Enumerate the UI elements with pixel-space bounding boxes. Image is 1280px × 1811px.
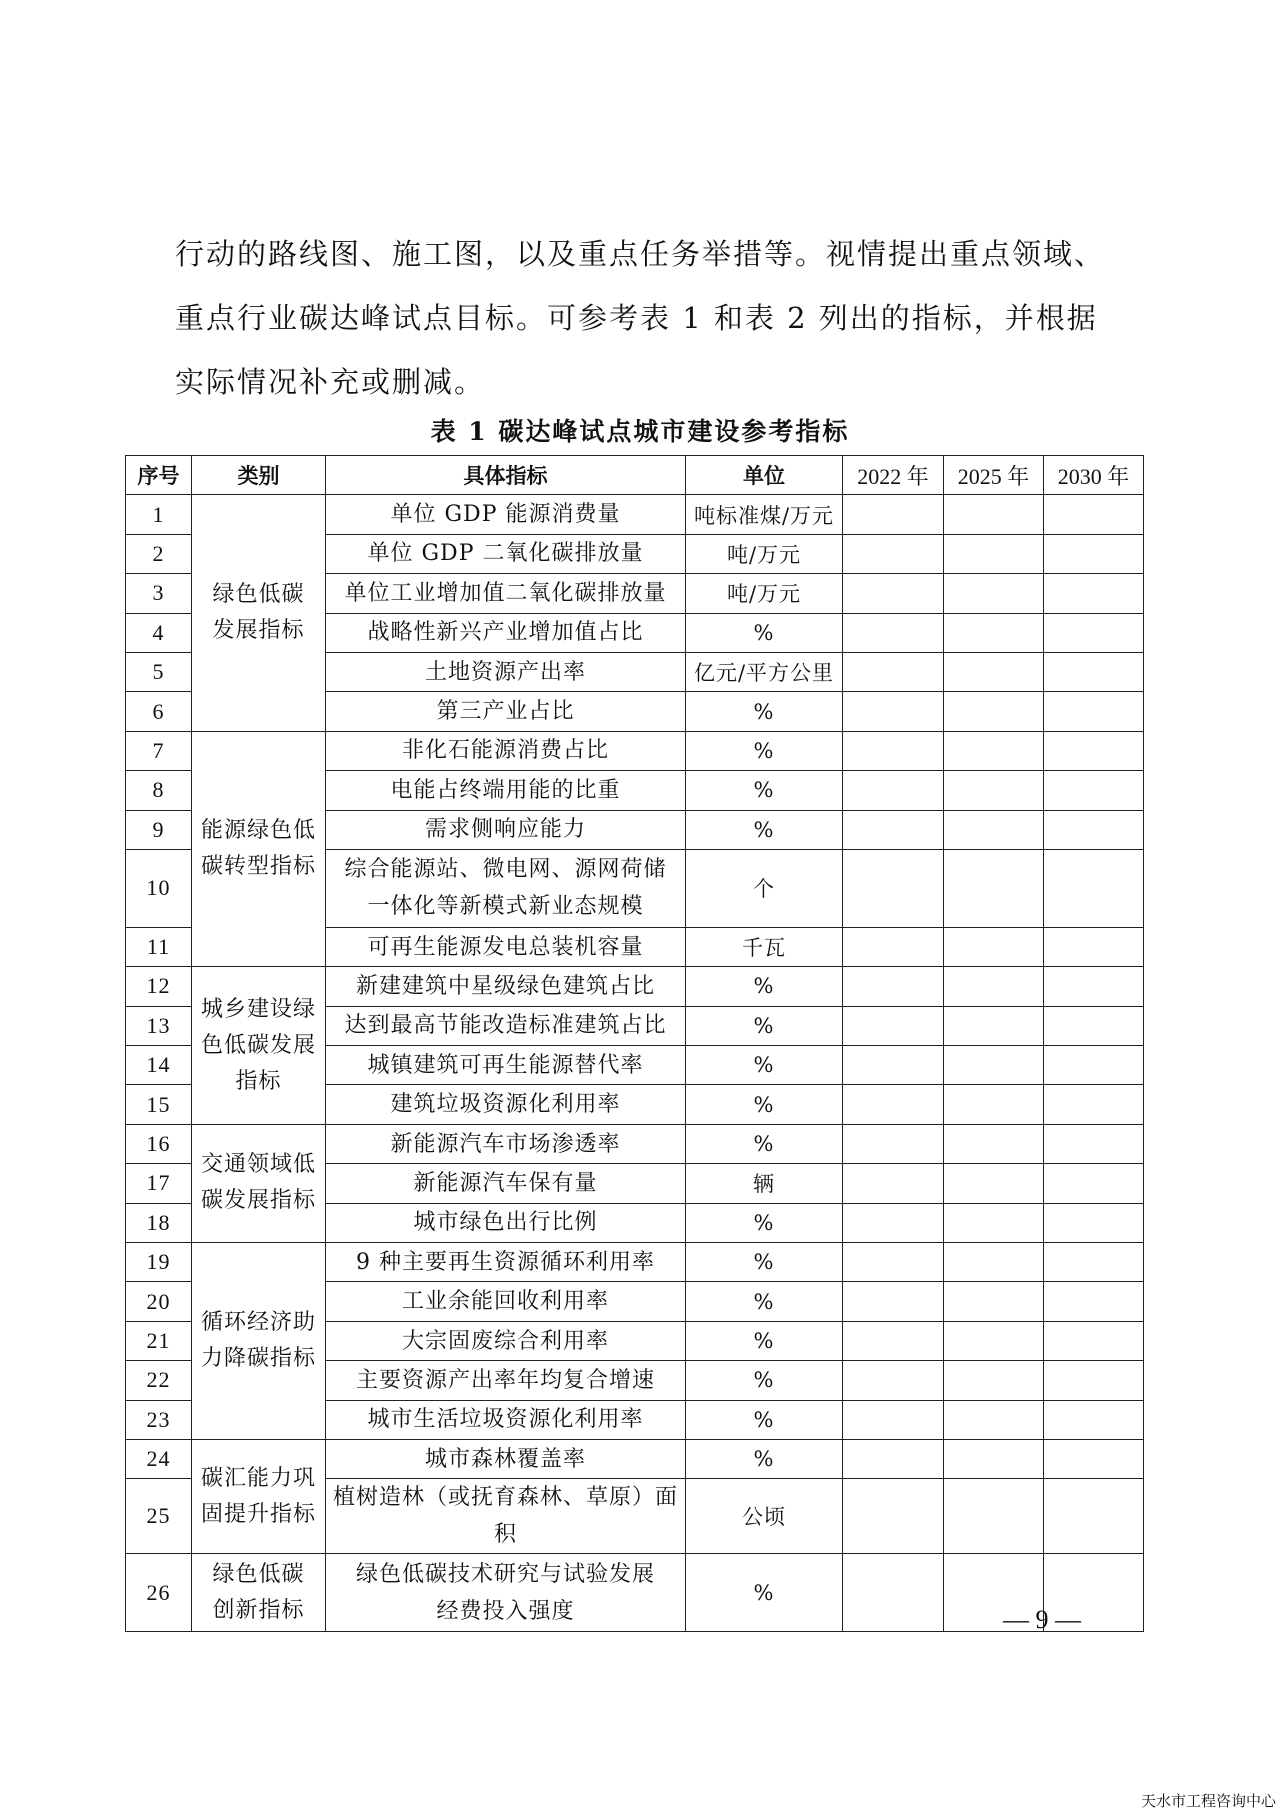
target-2022-cell[interactable] bbox=[843, 849, 944, 927]
row-number: 10 bbox=[126, 849, 192, 927]
indicator-cell: 单位工业增加值二氧化碳排放量 bbox=[326, 574, 686, 613]
target-2030-cell[interactable] bbox=[1044, 692, 1144, 731]
target-2025-cell[interactable] bbox=[944, 1243, 1044, 1282]
indicator-cell: 新能源汽车保有量 bbox=[326, 1164, 686, 1203]
target-2030-cell[interactable] bbox=[1044, 967, 1144, 1006]
table-caption: 表 1 碳达峰试点城市建设参考指标 bbox=[430, 417, 850, 446]
indicator-cell: 战略性新兴产业增加值占比 bbox=[326, 613, 686, 652]
row-number: 9 bbox=[126, 810, 192, 849]
unit-cell: 个 bbox=[686, 849, 843, 927]
paragraph-line: 实际情况补充或删减。 bbox=[175, 365, 486, 399]
target-2025-cell[interactable] bbox=[944, 534, 1044, 573]
target-2030-cell[interactable] bbox=[1044, 849, 1144, 927]
page-number: — 9 — bbox=[1003, 1605, 1081, 1634]
unit-cell: % bbox=[686, 771, 843, 810]
indicator-cell: 单位 GDP 能源消费量 bbox=[326, 495, 686, 534]
unit-cell: % bbox=[686, 692, 843, 731]
target-2030-cell[interactable] bbox=[1044, 1282, 1144, 1321]
unit-cell: % bbox=[686, 1006, 843, 1045]
footer-watermark: 天水市工程咨询中心 bbox=[1140, 1792, 1276, 1810]
target-2025-cell[interactable] bbox=[944, 1479, 1044, 1554]
target-2030-cell[interactable] bbox=[1044, 1479, 1144, 1554]
row-number: 5 bbox=[126, 652, 192, 691]
target-2030-cell[interactable] bbox=[1044, 927, 1144, 966]
target-2025-cell[interactable] bbox=[944, 1085, 1044, 1124]
table-row bbox=[126, 1439, 1144, 1478]
unit-cell: % bbox=[686, 731, 843, 770]
indicator-cell: 需求侧响应能力 bbox=[326, 810, 686, 849]
row-number: 11 bbox=[126, 927, 192, 966]
indicator-cell: 建筑垃圾资源化利用率 bbox=[326, 1085, 686, 1124]
target-2025-cell[interactable] bbox=[944, 1400, 1044, 1439]
target-2025-cell[interactable] bbox=[944, 613, 1044, 652]
target-2022-cell[interactable] bbox=[843, 652, 944, 691]
row-number: 24 bbox=[126, 1439, 192, 1478]
header-no: 序号 bbox=[126, 456, 192, 495]
row-number: 4 bbox=[126, 613, 192, 652]
target-2025-cell[interactable] bbox=[944, 927, 1044, 966]
target-2025-cell[interactable] bbox=[944, 1321, 1044, 1360]
row-number: 26 bbox=[126, 1554, 192, 1632]
header-2025: 2025 年 bbox=[944, 456, 1044, 495]
target-2030-cell[interactable] bbox=[1044, 1124, 1144, 1163]
header-indicator: 具体指标 bbox=[326, 456, 686, 495]
unit-cell: % bbox=[686, 810, 843, 849]
row-number: 17 bbox=[126, 1164, 192, 1203]
target-2030-cell[interactable] bbox=[1044, 1046, 1144, 1085]
target-2022-cell[interactable] bbox=[843, 1046, 944, 1085]
header-unit: 单位 bbox=[686, 456, 843, 495]
target-2030-cell[interactable] bbox=[1044, 1006, 1144, 1045]
unit-cell: 千瓦 bbox=[686, 927, 843, 966]
row-number: 15 bbox=[126, 1085, 192, 1124]
indicator-cell: 工业余能回收利用率 bbox=[326, 1282, 686, 1321]
target-2022-cell[interactable] bbox=[843, 1006, 944, 1045]
target-2022-cell[interactable] bbox=[843, 1400, 944, 1439]
indicator-cell: 单位 GDP 二氧化碳排放量 bbox=[326, 534, 686, 573]
target-2022-cell[interactable] bbox=[843, 1203, 944, 1242]
indicator-cell: 主要资源产出率年均复合增速 bbox=[326, 1361, 686, 1400]
target-2025-cell[interactable] bbox=[944, 1439, 1044, 1478]
table-header-row bbox=[126, 456, 1144, 495]
paragraph-line: 重点行业碳达峰试点目标。可参考表 1 和表 2 列出的指标，并根据 bbox=[175, 301, 1098, 335]
row-number: 1 bbox=[126, 495, 192, 534]
row-number: 8 bbox=[126, 771, 192, 810]
unit-cell: % bbox=[686, 1282, 843, 1321]
target-2025-cell[interactable] bbox=[944, 1361, 1044, 1400]
category-cell: 交通领域低 碳发展指标 bbox=[192, 1124, 326, 1242]
indicator-cell: 电能占终端用能的比重 bbox=[326, 771, 686, 810]
target-2025-cell[interactable] bbox=[944, 692, 1044, 731]
indicator-cell: 土地资源产出率 bbox=[326, 652, 686, 691]
indicator-cell: 可再生能源发电总装机容量 bbox=[326, 927, 686, 966]
target-2022-cell[interactable] bbox=[843, 692, 944, 731]
target-2025-cell[interactable] bbox=[944, 1203, 1044, 1242]
target-2022-cell[interactable] bbox=[843, 810, 944, 849]
row-number: 20 bbox=[126, 1282, 192, 1321]
target-2030-cell[interactable] bbox=[1044, 1400, 1144, 1439]
target-2030-cell[interactable] bbox=[1044, 534, 1144, 573]
unit-cell: 亿元/平方公里 bbox=[686, 652, 843, 691]
category-cell: 绿色低碳 发展指标 bbox=[192, 495, 326, 731]
target-2022-cell[interactable] bbox=[843, 731, 944, 770]
indicator-cell: 城镇建筑可再生能源替代率 bbox=[326, 1046, 686, 1085]
table-row bbox=[126, 1554, 1144, 1632]
target-2025-cell[interactable] bbox=[944, 1164, 1044, 1203]
row-number: 23 bbox=[126, 1400, 192, 1439]
row-number: 3 bbox=[126, 574, 192, 613]
unit-cell: % bbox=[686, 1243, 843, 1282]
unit-cell: % bbox=[686, 1124, 843, 1163]
row-number: 22 bbox=[126, 1361, 192, 1400]
target-2030-cell[interactable] bbox=[1044, 731, 1144, 770]
target-2030-cell[interactable] bbox=[1044, 1361, 1144, 1400]
target-2022-cell[interactable] bbox=[843, 1124, 944, 1163]
row-number: 25 bbox=[126, 1479, 192, 1554]
indicator-table bbox=[125, 455, 1144, 1632]
target-2030-cell[interactable] bbox=[1044, 1164, 1144, 1203]
indicator-cell: 城市森林覆盖率 bbox=[326, 1439, 686, 1478]
unit-cell: % bbox=[686, 1085, 843, 1124]
row-number: 6 bbox=[126, 692, 192, 731]
unit-cell: % bbox=[686, 1046, 843, 1085]
target-2022-cell[interactable] bbox=[843, 1321, 944, 1360]
target-2025-cell[interactable] bbox=[944, 652, 1044, 691]
category-cell: 能源绿色低 碳转型指标 bbox=[192, 731, 326, 967]
indicator-cell: 城市生活垃圾资源化利用率 bbox=[326, 1400, 686, 1439]
row-number: 2 bbox=[126, 534, 192, 573]
row-number: 21 bbox=[126, 1321, 192, 1360]
intro-paragraph bbox=[175, 222, 1115, 414]
paragraph-line: 行动的路线图、施工图，以及重点任务举措等。视情提出重点领域、 bbox=[175, 237, 1106, 271]
indicator-cell: 植树造林（或抚育森林、草原）面积 bbox=[326, 1479, 686, 1554]
target-2022-cell[interactable] bbox=[843, 771, 944, 810]
target-2030-cell[interactable] bbox=[1044, 613, 1144, 652]
target-2030-cell[interactable] bbox=[1044, 1243, 1144, 1282]
target-2030-cell[interactable] bbox=[1044, 495, 1144, 534]
target-2030-cell[interactable] bbox=[1044, 1203, 1144, 1242]
category-cell: 循环经济助 力降碳指标 bbox=[192, 1243, 326, 1440]
unit-cell: % bbox=[686, 613, 843, 652]
target-2022-cell[interactable] bbox=[843, 1361, 944, 1400]
table-row bbox=[126, 1243, 1144, 1282]
row-number: 13 bbox=[126, 1006, 192, 1045]
target-2022-cell[interactable] bbox=[843, 1085, 944, 1124]
row-number: 7 bbox=[126, 731, 192, 770]
unit-cell: % bbox=[686, 967, 843, 1006]
unit-cell: % bbox=[686, 1439, 843, 1478]
target-2025-cell[interactable] bbox=[944, 731, 1044, 770]
target-2022-cell[interactable] bbox=[843, 1282, 944, 1321]
header-2030: 2030 年 bbox=[1044, 456, 1144, 495]
target-2022-cell[interactable] bbox=[843, 534, 944, 573]
unit-cell: 辆 bbox=[686, 1164, 843, 1203]
target-2030-cell[interactable] bbox=[1044, 652, 1144, 691]
indicator-cell: 大宗固废综合利用率 bbox=[326, 1321, 686, 1360]
target-2030-cell[interactable] bbox=[1044, 1321, 1144, 1360]
indicator-cell: 综合能源站、微电网、源网荷储 一体化等新模式新业态规模 bbox=[326, 849, 686, 927]
row-number: 18 bbox=[126, 1203, 192, 1242]
target-2025-cell[interactable] bbox=[944, 810, 1044, 849]
indicator-cell: 新能源汽车市场渗透率 bbox=[326, 1124, 686, 1163]
target-2025-cell[interactable] bbox=[944, 1124, 1044, 1163]
target-2022-cell[interactable] bbox=[843, 967, 944, 1006]
table-row bbox=[126, 731, 1144, 770]
category-cell: 绿色低碳 创新指标 bbox=[192, 1554, 326, 1632]
table-row bbox=[126, 495, 1144, 534]
unit-cell: 吨/万元 bbox=[686, 574, 843, 613]
target-2025-cell[interactable] bbox=[944, 771, 1044, 810]
target-2025-cell[interactable] bbox=[944, 1046, 1044, 1085]
target-2022-cell[interactable] bbox=[843, 1554, 944, 1632]
target-2030-cell[interactable] bbox=[1044, 1439, 1144, 1478]
category-cell: 城乡建设绿 色低碳发展 指标 bbox=[192, 967, 326, 1125]
indicator-cell: 非化石能源消费占比 bbox=[326, 731, 686, 770]
unit-cell: 吨/万元 bbox=[686, 534, 843, 573]
unit-cell: % bbox=[686, 1203, 843, 1242]
target-2030-cell[interactable] bbox=[1044, 771, 1144, 810]
header-category: 类别 bbox=[192, 456, 326, 495]
indicator-cell: 新建建筑中星级绿色建筑占比 bbox=[326, 967, 686, 1006]
table-body bbox=[126, 495, 1144, 1632]
row-number: 12 bbox=[126, 967, 192, 1006]
table-row bbox=[126, 1124, 1144, 1163]
target-2022-cell[interactable] bbox=[843, 1164, 944, 1203]
unit-cell: % bbox=[686, 1400, 843, 1439]
header-2022: 2022 年 bbox=[843, 456, 944, 495]
table-row bbox=[126, 967, 1144, 1006]
row-number: 19 bbox=[126, 1243, 192, 1282]
target-2025-cell[interactable] bbox=[944, 1006, 1044, 1045]
unit-cell: 吨标准煤/万元 bbox=[686, 495, 843, 534]
target-2025-cell[interactable] bbox=[944, 1282, 1044, 1321]
indicator-cell: 绿色低碳技术研究与试验发展 经费投入强度 bbox=[326, 1554, 686, 1632]
target-2022-cell[interactable] bbox=[843, 1243, 944, 1282]
row-number: 16 bbox=[126, 1124, 192, 1163]
unit-cell: % bbox=[686, 1321, 843, 1360]
target-2022-cell[interactable] bbox=[843, 495, 944, 534]
indicator-cell: 9 种主要再生资源循环利用率 bbox=[326, 1243, 686, 1282]
indicator-cell: 第三产业占比 bbox=[326, 692, 686, 731]
unit-cell: % bbox=[686, 1554, 843, 1632]
row-number: 14 bbox=[126, 1046, 192, 1085]
target-2025-cell[interactable] bbox=[944, 849, 1044, 927]
target-2030-cell[interactable] bbox=[1044, 1085, 1144, 1124]
target-2022-cell[interactable] bbox=[843, 927, 944, 966]
target-2025-cell[interactable] bbox=[944, 967, 1044, 1006]
unit-cell: 公顷 bbox=[686, 1479, 843, 1554]
target-2022-cell[interactable] bbox=[843, 1439, 944, 1478]
target-2022-cell[interactable] bbox=[843, 613, 944, 652]
category-cell: 碳汇能力巩 固提升指标 bbox=[192, 1439, 326, 1553]
target-2022-cell[interactable] bbox=[843, 1479, 944, 1554]
target-2025-cell[interactable] bbox=[944, 574, 1044, 613]
indicator-cell: 达到最高节能改造标准建筑占比 bbox=[326, 1006, 686, 1045]
target-2030-cell[interactable] bbox=[1044, 810, 1144, 849]
target-2022-cell[interactable] bbox=[843, 574, 944, 613]
indicator-cell: 城市绿色出行比例 bbox=[326, 1203, 686, 1242]
unit-cell: % bbox=[686, 1361, 843, 1400]
target-2025-cell[interactable] bbox=[944, 495, 1044, 534]
target-2030-cell[interactable] bbox=[1044, 574, 1144, 613]
